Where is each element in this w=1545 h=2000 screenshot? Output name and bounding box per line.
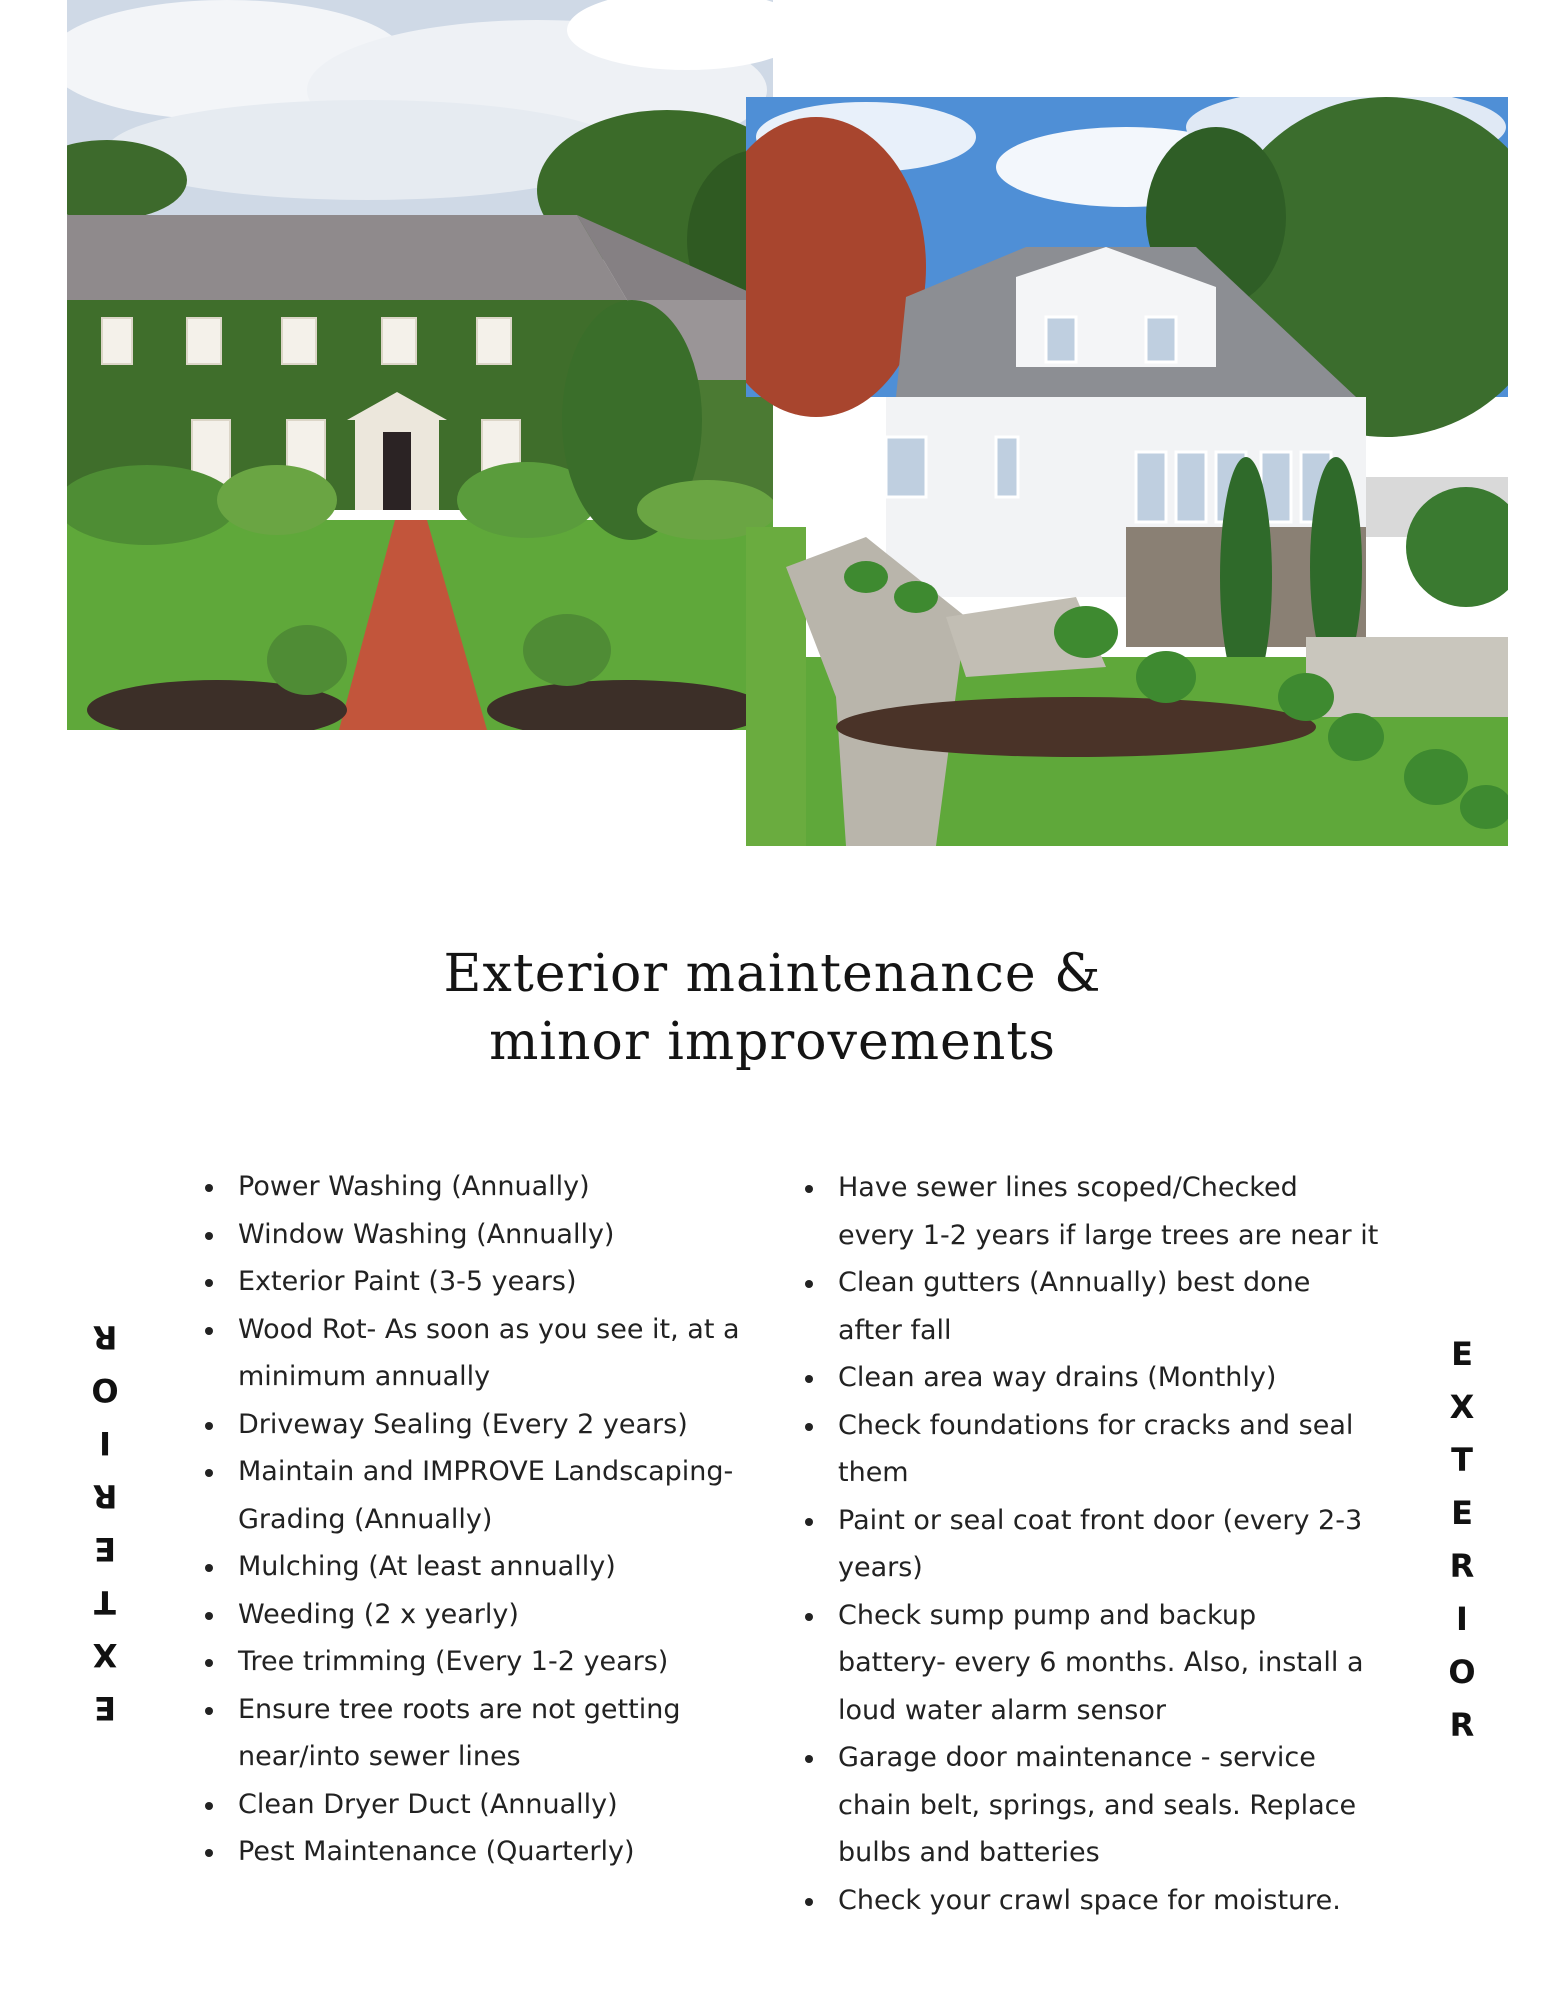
list-item: Mulching (At least annually)	[205, 1543, 770, 1591]
list-item: Garage door maintenance - service	[805, 1734, 1405, 1782]
side-letter: E	[94, 1689, 116, 1727]
list-item-continuation: every 1-2 years if large trees are near it	[838, 1219, 1379, 1251]
list-item: Paint or seal coat front door (every 2-3	[805, 1497, 1405, 1545]
side-letter: E	[94, 1530, 116, 1568]
side-label-left	[75, 1310, 135, 1734]
side-letter: X	[1449, 1388, 1475, 1426]
page-title	[0, 940, 1545, 1076]
side-letter: E	[1451, 1335, 1473, 1373]
side-letter: R	[92, 1318, 118, 1356]
side-letter: T	[94, 1583, 116, 1621]
list-item-continuation: battery- every 6 months. Also, install a	[838, 1647, 1364, 1678]
side-letter: O	[91, 1371, 119, 1409]
list-item: Power Washing (Annually)	[205, 1163, 770, 1211]
side-letter: O	[1448, 1653, 1476, 1691]
list-item: Wood Rot- As soon as you see it, at a	[205, 1306, 770, 1354]
list-item-continuation: them	[838, 1457, 909, 1488]
list-item: Maintain and IMPROVE Landscaping-	[205, 1448, 770, 1496]
maintenance-list-left	[205, 1163, 770, 1876]
list-item: Tree trimming (Every 1-2 years)	[205, 1638, 770, 1686]
list-item: Have sewer lines scoped/Checked	[805, 1164, 1405, 1212]
list-item: Clean Dryer Duct (Annually)	[205, 1781, 770, 1829]
list-item-continuation: Grading (Annually)	[238, 1503, 493, 1535]
list-item: Exterior Paint (3-5 years)	[205, 1258, 770, 1306]
maintenance-list-right	[805, 1164, 1405, 1924]
list-item: Check your crawl space for moisture.	[805, 1877, 1405, 1925]
list-item: Ensure tree roots are not getting	[205, 1686, 770, 1734]
list-item-continuation: bulbs and batteries	[838, 1837, 1100, 1868]
side-letter: R	[92, 1477, 118, 1515]
list-item: Weeding (2 x yearly)	[205, 1591, 770, 1639]
side-letter: I	[99, 1424, 111, 1462]
list-item: Pest Maintenance (Quarterly)	[205, 1828, 770, 1876]
list-item: Check foundations for cracks and seal	[805, 1402, 1405, 1450]
photo-white-cottage-house	[746, 97, 1508, 846]
list-item: Clean gutters (Annually) best done	[805, 1259, 1405, 1307]
title-line-2: minor improvements	[489, 1012, 1056, 1072]
list-item: Check sump pump and backup	[805, 1592, 1405, 1640]
side-letter: R	[1449, 1547, 1475, 1585]
side-label-right	[1432, 1328, 1492, 1752]
side-letter: X	[92, 1636, 118, 1674]
side-letter: R	[1449, 1706, 1475, 1744]
list-item-continuation: after fall	[838, 1314, 952, 1346]
list-item-continuation: near/into sewer lines	[238, 1741, 521, 1772]
list-item-continuation: loud water alarm sensor	[838, 1694, 1166, 1726]
list-item: Window Washing (Annually)	[205, 1211, 770, 1259]
photo-ivy-colonial-house	[67, 0, 773, 730]
list-item: Driveway Sealing (Every 2 years)	[205, 1401, 770, 1449]
side-letter: E	[1451, 1494, 1473, 1532]
title-line-1: Exterior maintenance &	[443, 944, 1102, 1004]
side-letter: I	[1456, 1600, 1468, 1638]
list-item-continuation: chain belt, springs, and seals. Replace	[838, 1789, 1357, 1821]
list-item-continuation: minimum annually	[238, 1361, 491, 1392]
list-item-continuation: years)	[838, 1552, 923, 1583]
list-item: Clean area way drains (Monthly)	[805, 1354, 1405, 1402]
side-letter: T	[1451, 1441, 1473, 1479]
